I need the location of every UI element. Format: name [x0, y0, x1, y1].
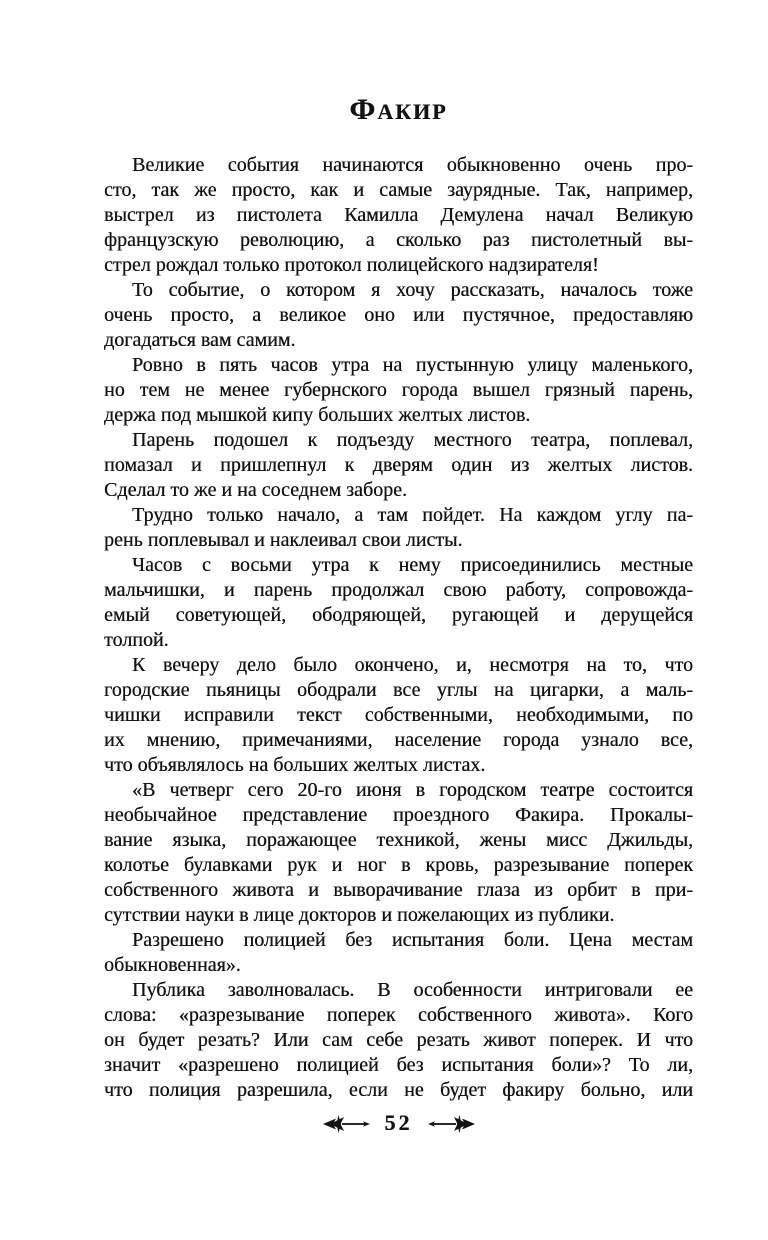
text-line: собственного живота и выворачивание глаза из орбит в при- [104, 879, 693, 901]
text-line: французскую революцию, а сколько раз пистолетный вы- [104, 229, 693, 251]
paragraph [104, 503, 693, 553]
text-line: что объявлялось на больших желтых листах. [104, 754, 486, 776]
fleuron-right-icon [428, 1115, 476, 1133]
text-line: выстрел из пистолета Камилла Демулена начал Великую [104, 204, 693, 226]
text-line: обыкновенная». [104, 954, 241, 976]
paragraph [104, 428, 693, 503]
text-line: рень поплевывал и наклеивал свои листы. [104, 529, 463, 551]
text-line: Разрешено полицией без испытания боли. Цена местам [132, 929, 693, 951]
text-line: Сделал то же и на соседнем заборе. [104, 479, 407, 501]
paragraph [104, 353, 693, 428]
paragraph [104, 978, 693, 1103]
text-line: городские пьяницы ободрали все углы на цигарки, а маль- [104, 679, 693, 701]
text-line: сто, так же просто, как и самые заурядные. Так, например, [104, 179, 693, 201]
text-line: он будет резать? Или сам себе резать живот поперек. И что [104, 1029, 693, 1051]
page-title [104, 92, 693, 128]
title-initial: Ф [349, 93, 378, 126]
text-line: Парень подошел к подъезду местного театра, поплевал, [132, 429, 693, 451]
text-line: помазал и пришлепнул к дверям один из желтых листов. [104, 454, 693, 476]
text-line: То событие, о котором я хочу рассказать, началось тоже [132, 279, 693, 301]
page-footer [104, 1109, 693, 1139]
text-line: сутствии науки в лице докторов и пожелающих из публики. [104, 904, 615, 926]
text-line: мальчишки, и парень продолжал свою работу, сопровожда- [104, 579, 693, 601]
text-line: чишки исправили текст собственными, необходимыми, по [104, 704, 693, 726]
title-rest: АКИР [377, 99, 448, 124]
text-line: слова: «разрезывание поперек собственного живота». Кого [104, 1004, 693, 1026]
text-line: стрел рождал только протокол полицейского надзирателя! [104, 254, 599, 276]
text-line: держа под мышкой кипу больших желтых листов. [104, 404, 531, 426]
text-line: очень просто, а великое оно или пустячное, предоставляю [104, 304, 693, 326]
page-number: 52 [384, 1110, 413, 1135]
text-line: но тем не менее губернского города вышел грязный парень, [104, 379, 693, 401]
paragraph [104, 928, 693, 978]
text-line: «В четверг сего 20-го июня в городском театре состоится [132, 779, 693, 801]
text-line: Трудно только начало, а там пойдет. На каждом углу па- [132, 504, 693, 526]
text-line: вание языка, поражающее техникой, жены мисс Джильды, [104, 829, 693, 851]
text-line: что полиция разрешила, если не будет факиру больно, или [104, 1079, 693, 1101]
body-text [104, 153, 693, 1103]
fleuron-left-icon [322, 1115, 370, 1133]
text-line: емый советующей, ободряющей, ругающей и дерущейся [104, 604, 693, 626]
text-line: догадаться вам самим. [104, 329, 296, 351]
text-line: Ровно в пять часов утра на пустынную улицу маленького, [132, 354, 693, 376]
paragraph [104, 653, 693, 778]
paragraph [104, 153, 693, 278]
text-line: Великие события начинаются обыкновенно очень про- [132, 154, 693, 176]
text-line: толпой. [104, 629, 169, 651]
paragraph [104, 778, 693, 928]
paragraph [104, 278, 693, 353]
text-line: их мнению, примечаниями, население города узнало все, [104, 729, 693, 751]
text-line: колотье булавками рук и ног в кровь, разрезывание поперек [104, 854, 693, 876]
text-line: Публика заволновалась. В особенности интриговали ее [132, 979, 693, 1001]
paragraph [104, 553, 693, 653]
text-line: значит «разрешено полицией без испытания боли»? То ли, [104, 1054, 693, 1076]
text-line: К вечеру дело было окончено, и, несмотря на то, что [132, 654, 693, 676]
text-line: Часов с восьми утра к нему присоединились местные [132, 554, 693, 576]
text-line: необычайное представление проездного Факира. Прокалы- [104, 804, 693, 826]
